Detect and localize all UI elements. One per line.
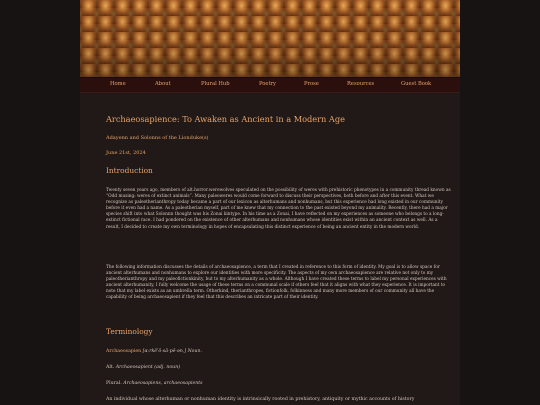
nav-plural-hub[interactable]: Plural Hub: [201, 81, 230, 87]
main-nav: [80, 77, 460, 93]
term-plural-line: [106, 381, 203, 386]
header-banner: [80, 0, 460, 78]
nav-home[interactable]: Home: [110, 81, 126, 87]
term-name-link[interactable]: Archaeosapien: [106, 349, 142, 354]
plural-label: Plural.: [106, 381, 124, 386]
plural-value: Archaeosapiens, archaeosapients: [123, 381, 203, 386]
alt-value: Archaeosapient (adj. noun): [115, 365, 181, 370]
nav-about[interactable]: About: [155, 81, 171, 87]
article-title: Archaeosapience: To Awaken as Ancient in a Modern Age: [106, 114, 345, 124]
nav-guest-book[interactable]: Guest Book: [401, 81, 432, 87]
article-date: June 21st, 2024: [106, 150, 146, 156]
term-alt-line: [106, 365, 180, 370]
banner-shade: [80, 0, 460, 78]
nav-prose[interactable]: Prose: [304, 81, 319, 87]
intro-paragraph-2: The following information discusses the details of archaeosapience, a term that I created in reference to this form of identity. My goal is to allow space for ancient alterhumans and nonhumans to explore our identities with more specificity. The aspects of my own archaeosapience are relative not only to my paleotherianthropy and my paleofictionkinity, but to my alterhumanity as a whole. Although I have created these terms to label my personal experiences with ancient alterhumanity, I fully welcome the usage of these terms on a communal scale if others feel that it aligns with what they experience. It is important to note that my label exists as an umbrella term. Otherkind, therianthropes, fictionfolk, folkinness and many more members of our community all have the capability of being archaeosapient if they feel that this describes an intricate part of their identity.: [106, 265, 447, 301]
intro-paragraph-1: Twenty seven years ago, members of alt.horror.werewolves speculated on the possibility of weres with prehistoric phenotypes in a community thread known as “Odd musing: weres of extinct animals”. Many paleoweres would come forward to discuss their perspectives, both before and after this event. What we recognize as paleotherianthropy today became a part of our lexicon as alterhumans and nonhumans, but this experience had long existed in our community before it even had a name. As a paleotherian myself, part of me knew that my connection to the past existed beyond my animality. Recently, there had a major species shift into what Solonnn thought was his Zonai kintype. In his time as a Zonai, I have reflected on my experiences as someone who belongs to a long-extinct fictional race. I had pondered on the existence of other alterhumans and nonhumans whose identities exist within an ancient context as well. As a result, I decided to create my own terminology in hopes of encapsulating this distinct experience of being an ancient entity in the modern world.: [106, 188, 451, 230]
term-definition: An individual whose alterhuman or nonhuman identity is intrinsically rooted in prehistory, antiquity or mythic accounts of history: [106, 397, 415, 402]
nav-poetry[interactable]: Poetry: [259, 81, 276, 87]
term-part-of-speech: Noun.: [187, 349, 203, 354]
term-pronunciation: [ɑːrkēˈō-sā-pē-ən,]: [141, 349, 188, 354]
article-byline[interactable]: Adayenn and Solonns of the Lionduke(s): [106, 135, 209, 141]
alt-label: Alt.: [106, 365, 116, 370]
intro-heading: Introduction: [106, 166, 153, 175]
term-definition-line: [106, 349, 202, 354]
terminology-heading: Terminology: [106, 327, 153, 336]
page-container: [80, 0, 460, 405]
nav-resources[interactable]: Resources: [347, 81, 375, 87]
